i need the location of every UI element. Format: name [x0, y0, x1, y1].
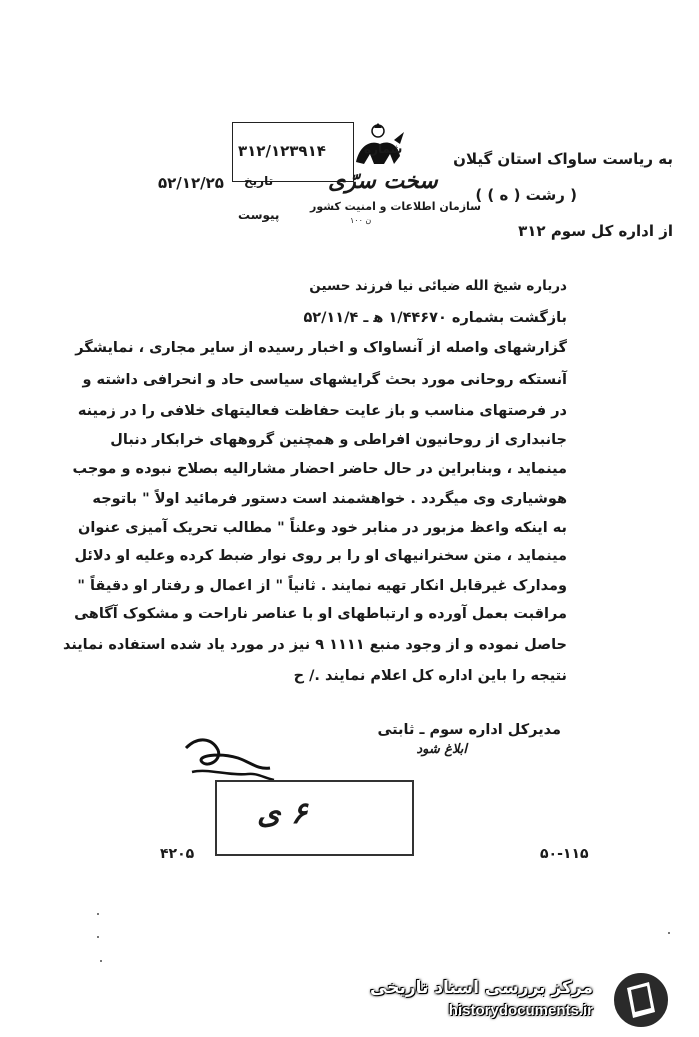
stamp-attachment-label: پیوست [238, 208, 280, 222]
body-line: مینماید ، متن سخنرانیهای او را بر روی نوار ضبط کرده وعلیه او دلائل [74, 548, 567, 564]
signatory-title: مدیرکل اداره سوم ـ ثابتی [377, 722, 561, 738]
body-line: در فرصتهای مناسب و باز عایت حفاظت فعالیتهای خلافی را در زمینه [77, 403, 567, 419]
recipient-line: به ریاست ساواک استان گیلان [453, 150, 673, 168]
reference-line: بازگشت بشماره ۱/۴۴۶۷۰ ه‍ ـ ۵۲/۱۱/۴ [303, 310, 567, 326]
scan-dot [97, 913, 99, 915]
body-line: مینماید ، وبنابراین در حال حاضر احضار مشارالیه بصلاح نبوده و موجب [72, 461, 567, 477]
scan-dot [97, 936, 99, 938]
body-line: گزارشهای واصله از آنساواک و اخبار رسیده از سایر مجاری ، نمایشگر [75, 340, 567, 356]
handwritten-note: ابلاغ شود [416, 742, 467, 757]
stamp-number-label: شماره [364, 142, 403, 156]
watermark-persian-text: مرکز بررسی اسناد تاریخی [370, 978, 593, 998]
body-line: جانبداری از روحانیون افراطی و همچنین گروههای خرابکار دنبال [110, 432, 567, 448]
file-number-box [215, 780, 414, 856]
footer-left-number: ۴۲۰۵ [160, 846, 195, 862]
body-line: هوشیاری وی میگردد . خواهشمند است دستور فرمائید اولاً " باتوجه [92, 491, 567, 507]
stamp-small-code: ن ۱۰۰ [350, 216, 372, 225]
subject-line: درباره شیخ الله ضیائی نیا فرزند حسین [309, 278, 567, 294]
scan-dot [668, 932, 670, 934]
archive-logo-icon [609, 968, 673, 1032]
file-box-text: ۶ ی [257, 796, 308, 831]
city-line: ( رشت ( ه ) ) [475, 186, 577, 204]
scan-dot [100, 960, 102, 962]
handwritten-signature-icon [178, 728, 278, 788]
body-line: به اینکه واعظ مزبور در منابر خود وعلناً " مطالب تحریک آمیزی عنوان [78, 520, 567, 536]
footer-right-number: ۵۰-۱۱۵ [540, 846, 589, 862]
body-line: ومدارک غیرقابل انکار تهیه نمایند . ثانیاً " از اعمال و رفتار او دقیقاً " [77, 578, 567, 594]
stamp-title: سخت سرّی [328, 168, 438, 194]
body-line: آنستکه روحانی مورد بحث گرایشهای سیاسی حاد و انحرافی داشته و [82, 372, 567, 388]
stamp-date-label: تاریخ [244, 174, 274, 188]
stamp-organization: سازمان اطلاعات و امنیت کشور [310, 200, 481, 213]
sender-line: از اداره کل سوم ۳۱۲ [518, 222, 673, 240]
classification-stamp [158, 122, 481, 227]
stamp-date-value: ۵۲/۱۲/۲۵ [158, 174, 224, 192]
body-line: نتیجه را باین اداره کل اعلام نمایند ./ ح [293, 668, 567, 684]
body-line: مراقبت بعمل آورده و ارتباطهای او با عناصر ناراحت و مشکوک آگاهی [74, 606, 567, 622]
watermark-url-text: historydocuments.ir [448, 1002, 593, 1019]
site-watermark [370, 968, 673, 1032]
stamp-number-value: ۳۱۲/۱۲۳۹۱۴ [238, 142, 326, 160]
body-line: حاصل نموده و از وجود منبع ۱۱۱۱ ۹ نیز در مورد یاد شده استفاده نمایند [62, 637, 567, 653]
